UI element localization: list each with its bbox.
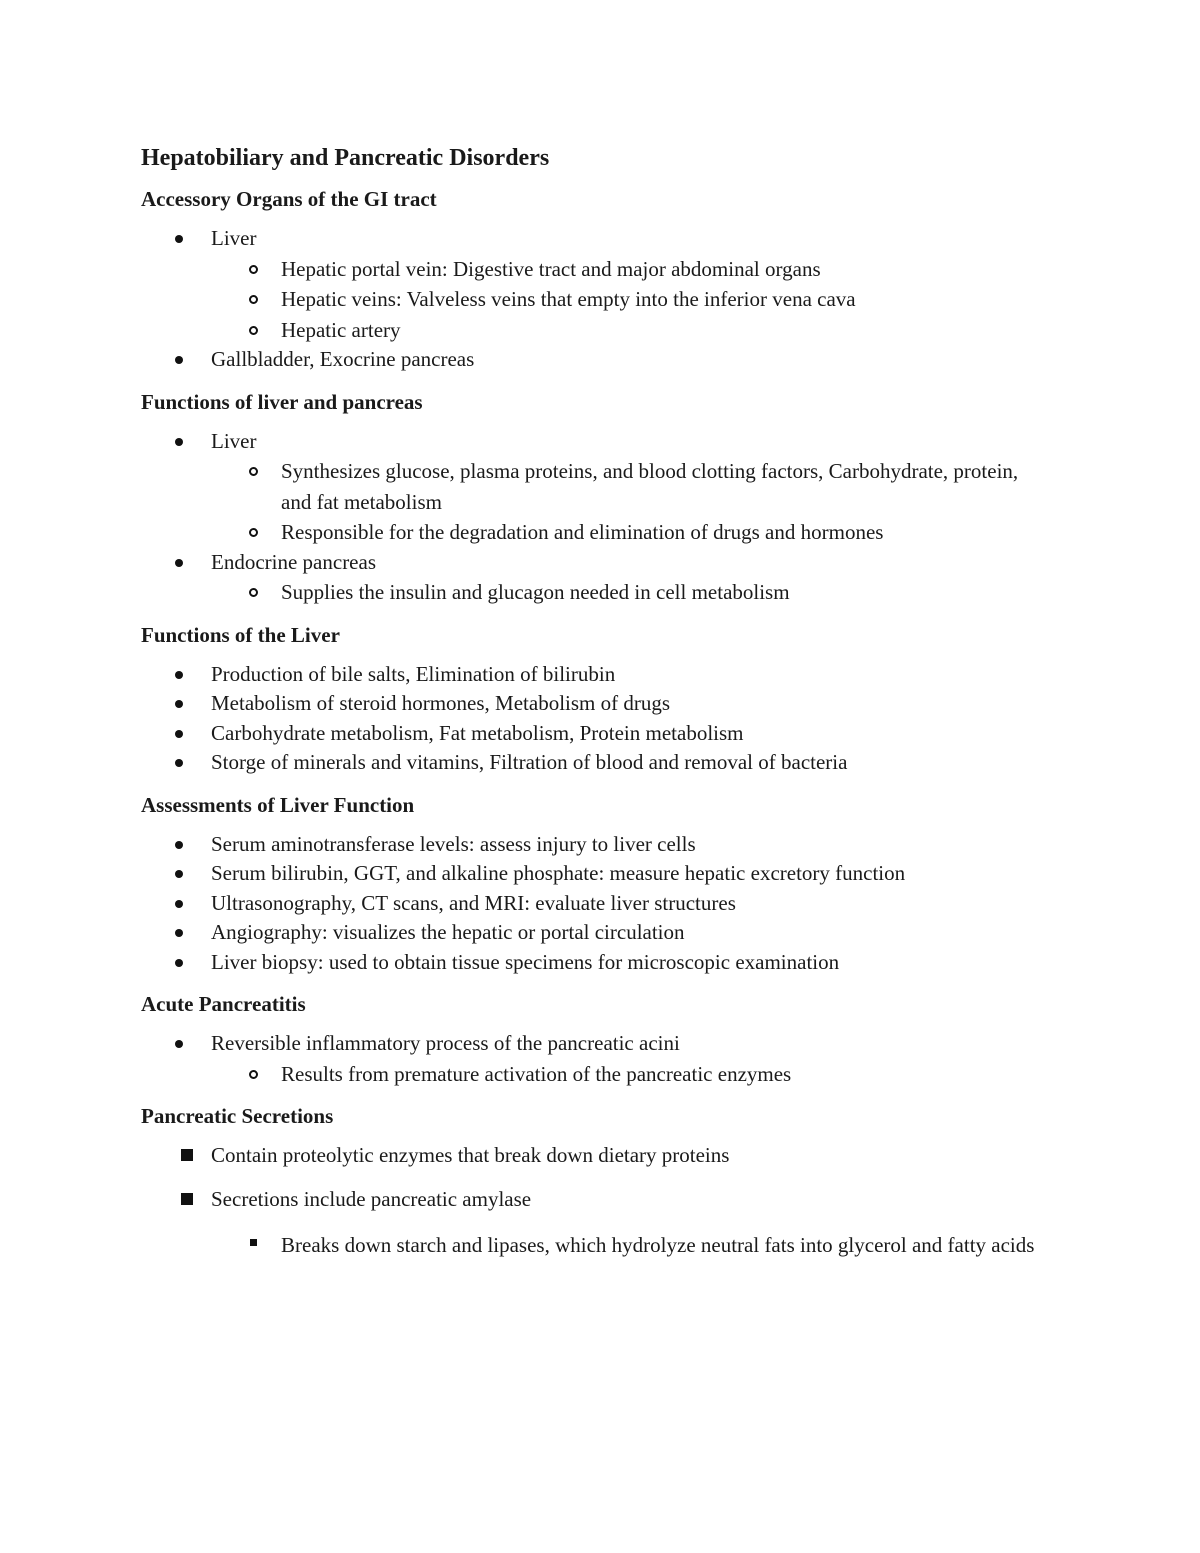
sub-list-item-text: Breaks down starch and lipases, which hydrolyze neutral fats into glycerol and fatty acids <box>281 1233 1035 1257</box>
sub-list-item <box>211 284 1050 315</box>
bullet-icon <box>175 559 183 567</box>
list-item-text: Liver <box>211 226 257 250</box>
bullet-icon <box>175 1040 183 1048</box>
sub-bullet-list <box>211 456 1050 548</box>
sub-bullet-list <box>211 1059 1050 1090</box>
list-item <box>141 660 1050 690</box>
square-bullet-icon <box>181 1193 193 1205</box>
sub-list-item-text: Hepatic portal vein: Digestive tract and major abdominal organs <box>281 256 821 281</box>
section-pancreatic-secretions <box>141 1101 1050 1261</box>
section-heading: Pancreatic Secretions <box>141 1104 334 1128</box>
sub-bullet-list <box>211 577 1050 608</box>
list-item <box>141 548 1050 608</box>
sub-list-item-text: Synthesizes glucose, plasma proteins, and blood clotting factors, Carbohydrate, protein, and fat metabolism <box>281 459 1019 514</box>
sub-list-item <box>211 1230 1050 1261</box>
bullet-icon <box>175 929 183 937</box>
bullet-list <box>141 830 1050 978</box>
bullet-icon <box>175 438 183 446</box>
section-heading: Functions of liver and pancreas <box>141 389 423 414</box>
hollow-bullet-icon <box>249 326 258 335</box>
square-bullet-icon <box>181 1149 193 1161</box>
sub-list-item <box>211 315 1050 346</box>
bullet-icon <box>175 900 183 908</box>
sub-bullet-list <box>211 254 1050 346</box>
sub-list-item <box>211 577 1050 608</box>
bullet-icon <box>175 959 183 967</box>
sub-list-item-text: Hepatic artery <box>281 317 401 342</box>
list-item <box>141 224 1050 345</box>
section-heading: Functions of the Liver <box>141 622 340 647</box>
list-item-text: Reversible inflammatory process of the pancreatic acini <box>211 1031 680 1055</box>
page-title: Hepatobiliary and Pancreatic Disorders <box>141 145 550 171</box>
list-item-text: Endocrine pancreas <box>211 549 376 574</box>
hollow-bullet-icon <box>249 588 258 597</box>
list-item <box>141 1185 1050 1261</box>
list-item-text: Secretions include pancreatic amylase <box>211 1186 532 1211</box>
list-item-text: Angiography: visualizes the hepatic or portal circulation <box>211 920 685 944</box>
list-item-text: Gallbladder, Exocrine pancreas <box>211 347 475 371</box>
list-item-text: Serum aminotransferase levels: assess injury to liver cells <box>211 831 696 856</box>
sub-list-item-text: Supplies the insulin and glucagon needed in cell metabolism <box>281 580 790 604</box>
hollow-bullet-icon <box>249 265 258 274</box>
sub-list-item-text: Results from premature activation of the pancreatic enzymes <box>281 1061 792 1086</box>
bullet-list <box>141 660 1050 778</box>
list-item-text: Liver biopsy: used to obtain tissue specimens for microscopic examination <box>211 949 840 974</box>
list-item <box>141 859 1050 889</box>
bullet-list <box>141 224 1050 375</box>
bullet-list <box>141 1029 1050 1089</box>
bullet-icon <box>175 356 183 364</box>
section-heading: Accessory Organs of the GI tract <box>141 187 437 211</box>
sub-list-item <box>211 456 1050 517</box>
list-item <box>141 1141 1050 1171</box>
sub-list-item <box>211 517 1050 548</box>
list-item-text: Ultrasonography, CT scans, and MRI: evaluate liver structures <box>211 890 736 915</box>
bullet-icon <box>175 730 183 738</box>
section-assessments <box>141 790 1050 978</box>
square-bullet-list <box>141 1141 1050 1261</box>
list-item <box>141 748 1050 778</box>
bullet-icon <box>175 759 183 767</box>
list-item <box>141 427 1050 548</box>
list-item <box>141 689 1050 719</box>
list-item <box>141 1029 1050 1089</box>
list-item <box>141 345 1050 375</box>
sub-list-item-text: Responsible for the degradation and elimination of drugs and hormones <box>281 520 884 544</box>
list-item <box>141 889 1050 919</box>
bullet-icon <box>175 870 183 878</box>
list-item <box>141 918 1050 948</box>
section-heading: Assessments of Liver Function <box>141 792 415 817</box>
small-square-bullet-icon <box>250 1239 257 1246</box>
bullet-icon <box>175 700 183 708</box>
list-item-text: Liver <box>211 428 257 453</box>
sub-list-item <box>211 1059 1050 1090</box>
list-item <box>141 719 1050 749</box>
hollow-bullet-icon <box>249 528 258 537</box>
bullet-icon <box>175 841 183 849</box>
bullet-list <box>141 427 1050 608</box>
hollow-bullet-icon <box>249 467 258 476</box>
hollow-bullet-icon <box>249 295 258 304</box>
list-item-text: Storge of minerals and vitamins, Filtration of blood and removal of bacteria <box>211 750 848 774</box>
sub-list-item <box>211 254 1050 285</box>
sub-list-item-text: Hepatic veins: Valveless veins that empty into the inferior vena cava <box>281 287 856 311</box>
section-accessory-organs <box>141 184 1050 375</box>
section-functions-liver-pancreas <box>141 387 1050 608</box>
list-item <box>141 948 1050 978</box>
hollow-bullet-icon <box>249 1070 258 1079</box>
list-item-text: Metabolism of steroid hormones, Metabolism of drugs <box>211 691 671 715</box>
section-heading: Acute Pancreatitis <box>141 992 306 1016</box>
bullet-icon <box>175 671 183 679</box>
section-functions-of-liver <box>141 620 1050 778</box>
section-acute-pancreatitis <box>141 989 1050 1089</box>
list-item-text: Production of bile salts, Elimination of bilirubin <box>211 661 616 686</box>
bullet-icon <box>175 235 183 243</box>
list-item-text: Serum bilirubin, GGT, and alkaline phosphate: measure hepatic excretory function <box>211 861 906 885</box>
list-item <box>141 830 1050 860</box>
sub-bullet-list <box>211 1230 1050 1261</box>
list-item-text: Contain proteolytic enzymes that break down dietary proteins <box>211 1143 730 1167</box>
list-item-text: Carbohydrate metabolism, Fat metabolism, Protein metabolism <box>211 720 744 745</box>
